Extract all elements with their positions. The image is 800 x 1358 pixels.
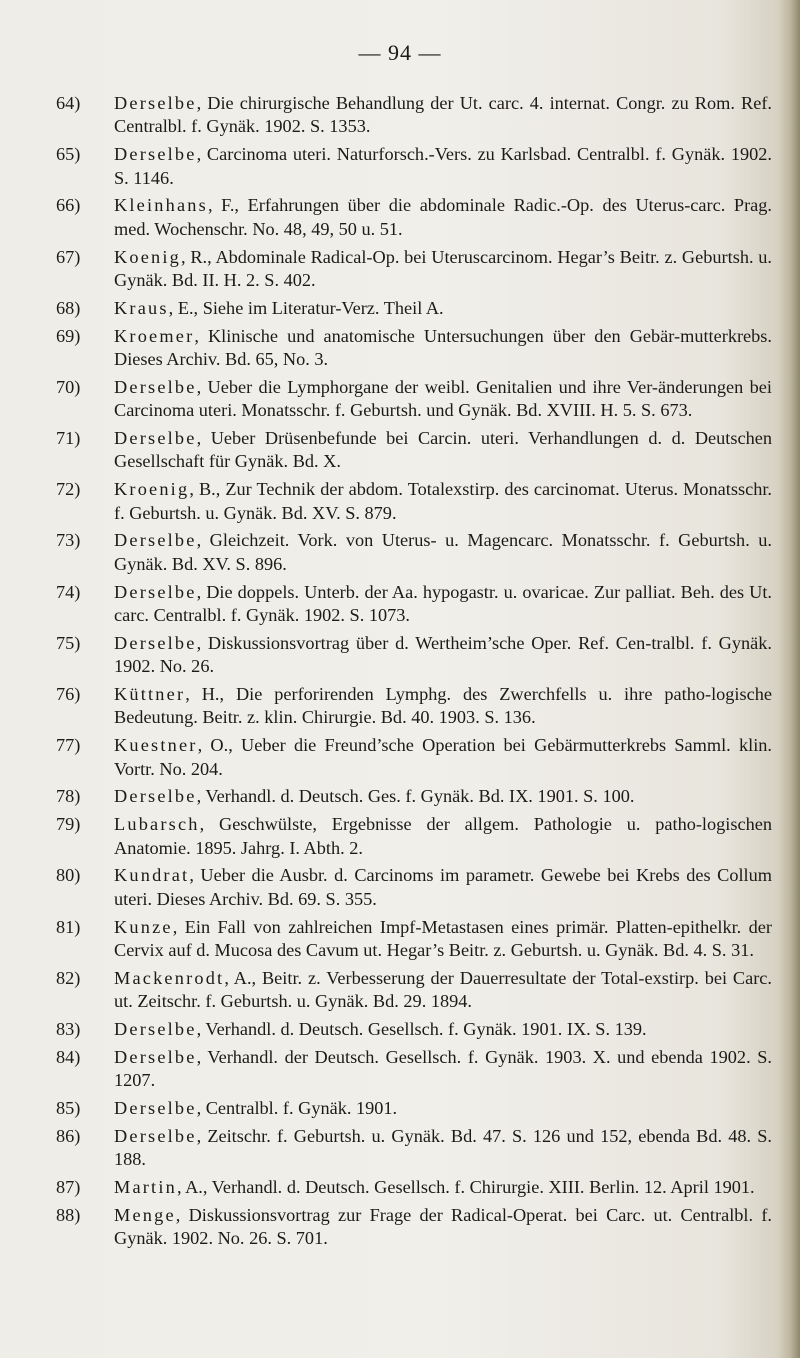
bibliography-entry: [56, 967, 772, 1014]
entry-citation: , R., Abdominale Radical-Op. bei Uteruscarcinom. Hegar’s Beitr. z. Geburtsh. u. Gynäk. Bd. II. H. 2. S. 402.: [114, 246, 772, 291]
bibliography-entry: [56, 864, 772, 911]
entry-author: Mackenrodt: [114, 967, 225, 988]
entry-number: 78): [56, 786, 81, 807]
bibliography-entry: [56, 1204, 772, 1251]
entry-number: 72): [56, 479, 81, 500]
entry-citation: , Gleichzeit. Vork. von Uterus- u. Magencarc. Monatsschr. f. Geburtsh. u. Gynäk. Bd. XV. S. 896.: [114, 530, 772, 574]
entry-citation: , Carcinoma uteri. Naturforsch.-Vers. zu Karlsbad. Centralbl. f. Gynäk. 1902. S. 1146.: [114, 144, 772, 188]
entry-citation: , Verhandl. d. Deutsch. Gesellsch. f. Gynäk. 1901. IX. S. 139.: [196, 1019, 647, 1040]
entry-number: 82): [56, 967, 81, 988]
bibliography-entry: [56, 297, 772, 320]
bibliography-entry: [56, 1125, 772, 1172]
entry-author: Derselbe: [114, 1098, 197, 1119]
entry-citation: , Geschwülste, Ergebnisse der allgem. Pathologie u. patho-logischen Anatomie. 1895. Jahrg. I. Abth. 2.: [114, 814, 772, 858]
entry-author: Derselbe: [114, 144, 197, 165]
entry-citation: , Verhandl. der Deutsch. Gesellsch. f. Gynäk. 1903. X. und ebenda 1902. S. 1207.: [114, 1046, 772, 1091]
entry-citation: , Diskussionsvortrag zur Frage der Radical-Operat. bei Carc. ut. Centralbl. f. Gynäk. 1902. No. 26. S. 701.: [114, 1204, 772, 1249]
entry-author: Derselbe: [114, 1019, 197, 1040]
bibliography-entry: [56, 785, 772, 808]
entry-number: 67): [56, 246, 81, 267]
entry-citation: , Ueber die Ausbr. d. Carcinoms im parametr. Gewebe bei Krebs des Collum uteri. Dieses Archiv. Bd. 69. S. 355.: [114, 865, 772, 909]
entry-author: Derselbe: [114, 93, 197, 113]
bibliography-entry: [56, 1046, 772, 1093]
bibliography-entry: [56, 376, 772, 423]
entry-number: 69): [56, 325, 81, 346]
entry-number: 84): [56, 1046, 81, 1067]
entry-author: Kleinhans: [114, 195, 208, 216]
entry-number: 75): [56, 632, 81, 653]
entry-author: Derselbe: [114, 1046, 197, 1067]
page-number: — 94 —: [358, 40, 442, 65]
entry-number: 73): [56, 530, 81, 551]
entry-author: Kroemer: [114, 325, 195, 346]
entry-author: Kroenig: [114, 479, 190, 500]
entry-number: 86): [56, 1125, 81, 1146]
bibliography-entry: [56, 1176, 772, 1199]
entry-citation: , Klinische und anatomische Untersuchungen über den Gebär-mutterkrebs. Dieses Archiv. Bd. 65, No. 3.: [114, 325, 772, 370]
entry-citation: , A., Beitr. z. Verbesserung der Dauerresultate der Total-exstirp. bei Carc. ut. Zeitschr. f. Geburtsh. u. Gynäk. Bd. 29. 1894.: [114, 967, 772, 1012]
bibliography-entry: [56, 683, 772, 730]
entry-author: Derselbe: [114, 376, 197, 397]
entry-author: Koenig: [114, 246, 182, 267]
bibliography-entry: [56, 427, 772, 474]
entry-author: Martin: [114, 1177, 177, 1198]
entry-citation: , Ueber Drüsenbefunde bei Carcin. uteri. Verhandlungen d. d. Deutschen Gesellschaft für Gynäk. Bd. X.: [114, 428, 772, 472]
entry-citation: , Centralbl. f. Gynäk. 1901.: [196, 1098, 398, 1119]
entry-citation: , O., Ueber die Freund’sche Operation bei Gebärmutterkrebs Samml. klin. Vortr. No. 204.: [114, 735, 772, 779]
entry-number: 88): [56, 1204, 81, 1225]
entry-number: 87): [56, 1177, 81, 1198]
entry-citation: , Ein Fall von zahlreichen Impf-Metastasen eines primär. Platten-epithelkr. der Cervix auf d. Mucosa des Cavum ut. Hegar’s Beitr. z. Geburtsh. u. Gynäk. Bd. 4. S. 31.: [114, 916, 772, 961]
bibliography-entry: [56, 246, 772, 293]
entry-author: Derselbe: [114, 786, 197, 807]
bibliography-entry: [56, 143, 772, 190]
entry-author: Derselbe: [114, 530, 197, 551]
entry-author: Lubarsch: [114, 814, 200, 835]
entry-number: 65): [56, 144, 81, 165]
bibliography-entry: [56, 194, 772, 241]
entry-author: Küttner: [114, 684, 186, 705]
bibliography-entry: [56, 529, 772, 576]
bibliography-entry: [56, 916, 772, 963]
entry-citation: , E., Siehe im Literatur-Verz. Theil A.: [168, 297, 444, 318]
page-edge-shadow: [778, 0, 800, 1358]
entry-author: Derselbe: [114, 1125, 197, 1146]
entry-number: 85): [56, 1098, 81, 1119]
entry-number: 70): [56, 376, 81, 397]
entry-number: 83): [56, 1019, 81, 1040]
entry-number: 80): [56, 865, 81, 886]
entry-citation: , H., Die perforirenden Lymphg. des Zwerchfells u. ihre patho-logische Bedeutung. Beitr. z. klin. Chirurgie. Bd. 40. 1903. S. 136.: [114, 684, 772, 728]
entry-citation: , Die chirurgische Behandlung der Ut. carc. 4. internat. Congr. zu Rom. Ref. Centralbl. f. Gynäk. 1902. S. 1353.: [114, 93, 772, 137]
entry-number: 64): [56, 93, 81, 113]
bibliography-entry: [56, 632, 772, 679]
entry-author: Kunze: [114, 916, 173, 937]
bibliography-entry: [56, 734, 772, 781]
entry-number: 71): [56, 428, 81, 449]
entry-number: 76): [56, 684, 81, 705]
entry-author: Menge: [114, 1204, 176, 1225]
bibliography-entry: [56, 1018, 772, 1041]
entry-citation: , A., Verhandl. d. Deutsch. Gesellsch. f. Chirurgie. XIII. Berlin. 12. April 1901.: [176, 1177, 755, 1198]
entry-author: Kraus: [114, 297, 169, 318]
bibliography-list: [56, 92, 772, 1255]
entry-citation: , Ueber die Lymphorgane der weibl. Genitalien und ihre Ver-änderungen bei Carcinoma uteri. Monatsschr. f. Geburtsh. und Gynäk. Bd. XVIII. H. 5. S. 673.: [114, 376, 772, 421]
entry-author: Kuestner: [114, 735, 198, 756]
entry-citation: , B., Zur Technik der abdom. Totalexstirp. des carcinomat. Uterus. Monatsschr. f. Geburtsh. u. Gynäk. Bd. XV. S. 879.: [114, 479, 772, 523]
bibliography-entry: [56, 581, 772, 628]
entry-author: Derselbe: [114, 632, 197, 653]
entry-author: Kundrat: [114, 865, 190, 886]
entry-number: 81): [56, 916, 81, 937]
entry-author: Derselbe: [114, 428, 197, 449]
entry-citation: , Die doppels. Unterb. der Aa. hypogastr. u. ovaricae. Zur palliat. Beh. des Ut. carc. Centralbl. f. Gynäk. 1902. S. 1073.: [114, 581, 772, 626]
entry-number: 74): [56, 581, 81, 602]
entry-author: Derselbe: [114, 581, 197, 602]
entry-citation: , Zeitschr. f. Geburtsh. u. Gynäk. Bd. 47. S. 126 und 152, ebenda Bd. 48. S. 188.: [114, 1125, 772, 1170]
entry-citation: , Verhandl. d. Deutsch. Ges. f. Gynäk. Bd. IX. 1901. S. 100.: [196, 786, 635, 807]
entry-number: 79): [56, 814, 81, 835]
bibliography-entry: [56, 1097, 772, 1120]
entry-number: 66): [56, 195, 81, 216]
entry-number: 68): [56, 297, 81, 318]
bibliography-entry: [56, 325, 772, 372]
bibliography-entry: [56, 478, 772, 525]
entry-citation: , F., Erfahrungen über die abdominale Radic.-Op. des Uterus-carc. Prag. med. Wochenschr. No. 48, 49, 50 u. 51.: [114, 195, 772, 239]
bibliography-entry: [56, 813, 772, 860]
bibliography-entry: [56, 92, 772, 139]
entry-citation: , Diskussionsvortrag über d. Wertheim’sche Oper. Ref. Cen-tralbl. f. Gynäk. 1902. No. 26.: [114, 632, 772, 677]
entry-number: 77): [56, 735, 81, 756]
